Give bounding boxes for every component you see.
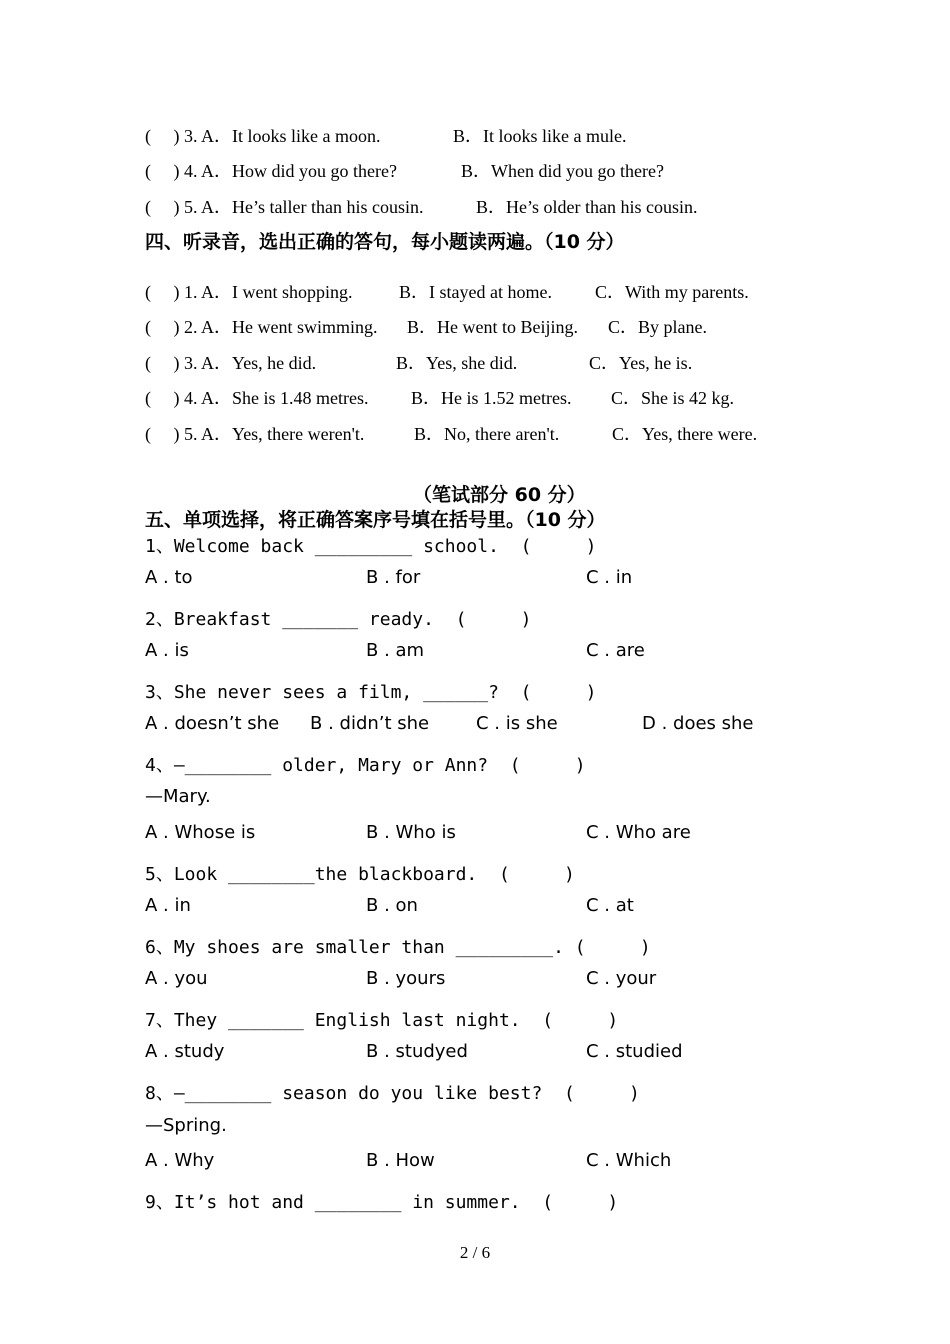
s5-q7-stem: 7、They _______ English last night. ( )	[145, 1010, 619, 1031]
s5-q8-c: C . Which	[586, 1150, 672, 1171]
s5-q4-stem: 4、—________ older, Mary or Ann? ( )	[145, 755, 586, 776]
s5-q4-c: C . Who are	[586, 822, 691, 843]
s4-q5-c: C．Yes, there were.	[612, 424, 758, 444]
s4-q4-b: B．He is 1.52 metres.	[411, 388, 572, 408]
s5-q5-c: C . at	[586, 895, 634, 916]
listening-q5-a: ( ) 5. A．He’s taller than his cousin.	[145, 197, 424, 217]
listening-q4-b: B．When did you go there?	[461, 161, 664, 181]
s5-q6-stem: 6、My shoes are smaller than _________. ( )	[145, 937, 651, 958]
s4-q4-c: C．She is 42 kg.	[611, 388, 735, 408]
s5-q4-b: B . Who is	[366, 822, 456, 843]
s4-q1-a: ( ) 1. A．I went shopping.	[145, 282, 353, 302]
s4-q2-a: ( ) 2. A．He went swimming.	[145, 317, 378, 337]
listening-q4-a: ( ) 4. A．How did you go there?	[145, 161, 397, 181]
s4-q3-b: B．Yes, she did.	[396, 353, 518, 373]
s4-q4-a: ( ) 4. A．She is 1.48 metres.	[145, 388, 369, 408]
s4-q3-c: C．Yes, he is.	[589, 353, 693, 373]
s5-q2-a: A . is	[145, 640, 189, 661]
s5-q6-a: A . you	[145, 968, 208, 989]
s5-q3-b: B . didn’t she	[310, 713, 430, 734]
s5-q5-b: B . on	[366, 895, 418, 916]
s5-q5-stem: 5、Look ________the blackboard. ( )	[145, 864, 575, 885]
s5-q6-c: C . your	[586, 968, 657, 989]
s5-q8-stem: 8、—________ season do you like best? ( )	[145, 1083, 640, 1104]
s5-q9-stem: 9、It’s hot and ________ in summer. ( )	[145, 1192, 619, 1213]
s5-q2-b: B . am	[366, 640, 425, 661]
s5-q5-a: A . in	[145, 895, 191, 916]
s5-q3-a: A . doesn’t she	[145, 713, 280, 734]
s5-q1-c: C . in	[586, 567, 633, 588]
s5-q3-d: D . does she	[642, 713, 754, 734]
s4-q2-c: C．By plane.	[608, 317, 707, 337]
s5-q2-stem: 2、Breakfast _______ ready. ( )	[145, 609, 532, 630]
listening-q5-b: B．He’s older than his cousin.	[476, 197, 698, 217]
s5-q4-reply: —Mary.	[145, 786, 211, 807]
s5-q2-c: C . are	[586, 640, 645, 661]
listening-q3-b: B．It looks like a mule.	[453, 126, 627, 146]
s4-q5-a: ( ) 5. A．Yes, there weren't.	[145, 424, 365, 444]
listening-q3-a: ( ) 3. A．It looks like a moon.	[145, 126, 381, 146]
s5-q7-a: A . study	[145, 1041, 225, 1062]
s5-q8-reply: —Spring.	[145, 1115, 227, 1136]
s5-q8-b: B . How	[366, 1150, 435, 1171]
s5-q3-stem: 3、She never sees a film, ______? ( )	[145, 682, 597, 703]
s5-q8-a: A . Why	[145, 1150, 215, 1171]
s5-q1-a: A . to	[145, 567, 193, 588]
s4-q1-b: B．I stayed at home.	[399, 282, 552, 302]
s4-q2-b: B．He went to Beijing.	[407, 317, 578, 337]
s5-q3-c: C . is she	[476, 713, 558, 734]
page-number: 2 / 6	[459, 1243, 491, 1262]
s4-q3-a: ( ) 3. A．Yes, he did.	[145, 353, 317, 373]
s5-q4-a: A . Whose is	[145, 822, 256, 843]
section4-title: 四、听录音，选出正确的答句，每小题读两遍。（10 分）	[145, 231, 625, 253]
s5-q6-b: B . yours	[366, 968, 446, 989]
s4-q1-c: C．With my parents.	[595, 282, 749, 302]
s5-q7-b: B . studyed	[366, 1041, 468, 1062]
s5-q1-stem: 1、Welcome back _________ school. ( )	[145, 536, 597, 557]
s5-q1-b: B . for	[366, 567, 421, 588]
s4-q5-b: B．No, there aren't.	[414, 424, 560, 444]
section5-title: 五、单项选择，将正确答案序号填在括号里。（10 分）	[145, 509, 606, 531]
written-part-title: （笔试部分 60 分）	[413, 484, 586, 506]
s5-q7-c: C . studied	[586, 1041, 683, 1062]
